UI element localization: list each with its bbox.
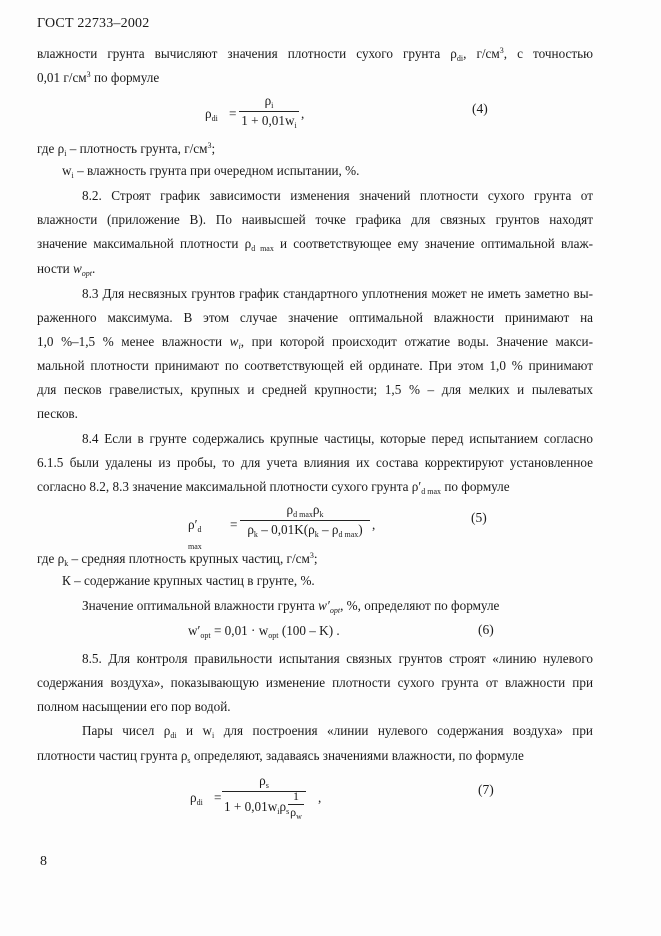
paragraph-line: для песков гравелистых, крупных и средней крупности; 1,5 % – для мелких и пылеватых (37, 382, 593, 397)
document-header: ГОСТ 22733–2002 (37, 16, 150, 31)
equation-number-5: (5) (471, 510, 487, 525)
paragraph-line: ности $w_{opt}$. (37, 261, 96, 278)
paragraph-line: 8.2. Строят график зависимости изменения значений плотности сухого грунта от (82, 188, 593, 203)
definition-line: где $\rho_k$ – средняя плотность крупных частиц, $г/см^3$; (37, 551, 318, 568)
paragraph-line: 8.3 Для несвязных грунтов график стандартного уплотнения может не иметь заметно вы- (82, 286, 593, 301)
formula-6: $w'_{opt} = 0,01 \cdot w_{opt}$ (100 – K) . (188, 623, 340, 640)
paragraph-line: полном насыщении его пор водой. (37, 699, 231, 714)
paragraph-line: значение максимальной плотности $\rho_{d max}$ и соответствующее ему значение оптимальной влаж- (37, 236, 593, 253)
paragraph-line: 8.5. Для контроля правильности испытания связных грунтов строят «линию нулевого (82, 651, 593, 666)
paragraph-line: влажности (приложение В). По наивысшей точке графика для связных грунтов находят (37, 212, 593, 227)
equation-number-6: (6) (478, 622, 494, 637)
equation-number-4: (4) (472, 101, 488, 116)
definition-line: где $\rho_i$ – плотность грунта, $г/см^3$; (37, 141, 216, 158)
paragraph-line: плотности частиц грунта $\rho_s$ определяют, задаваясь значениями влажности, по формуле (37, 748, 524, 765)
paragraph-line: раженного максимума. В этом случае значение оптимальной влажности принимают на (37, 310, 593, 325)
paragraph-line: Пары чисел $\rho_{di}$ и $w_i$ для построения «линии нулевого содержания воздуха» при (82, 723, 593, 740)
definition-line: $w_i$ – влажность грунта при очередном испытании, %. (62, 163, 360, 180)
paragraph-line: влажности грунта вычисляют значения плотности сухого грунта $\rho_{di}$, $г/см^3$, с точностью (37, 46, 593, 63)
paragraph-line: 1,0 %–1,5 % менее влажности $w_i$, при которой происходит отжатие воды. Значение макси- (37, 334, 593, 351)
page-number: 8 (40, 854, 47, 869)
paragraph-line: 8.4 Если в грунте содержались крупные частицы, которые перед испытанием согласно (82, 431, 593, 446)
paragraph-line: мальной плотности принимают по соответствующей ей ординате. При этом 1,0 % принимают (37, 358, 593, 373)
paragraph-line: песков. (37, 406, 78, 421)
document-page: ГОСТ 22733–2002 влажности грунта вычисляют значения плотности сухого грунта $\rho_{di}$, $г/см^3$, с точностью 0,01 $г/см^3$ по формуле $\rho_{di}$ = $\rho_i$ $1 + 0,01w_i$ , (4) где $\rho_i$ – плотность грунта, $г/см^3$; $w_i$ – влажность грунта при очередном испытании, %. 8.2. Строят график зависимости изменения значений плотности сухого грунта от влажности (приложение В). По наивысшей точке графика для связных грунтов находят значение максимальной плотности $\rho_{d max}$ и соответствующее ему значение оптимальной влаж- ности $w_{opt}$. 8.3 Для несвязных грунтов график стандартного уплотнения может не иметь заметно вы- раженного максимума. В этом случае значение оптимальной влажности принимают на 1,0 %–1,5 % менее влажности $w_i$, при которой происходит отжатие воды. Значение макси- мальной плотности принимают по соответствующей ей ординате. При этом 1,0 % принимают для песков гравелистых, крупных и средней крупности; 1,5 % – для мелких и пылеватых песков. 8.4 Если в грунте содержались крупные частицы, которые перед испытанием согласно 6.1.5 были удалены из пробы, то для учета влияния их состава корректируют установленное согласно 8.2, 8.3 значение максимальной плотности сухого грунта $\rho'_{d max}$ по формуле $\rho'_{d max}$ = $\rho_{d max}\rho_k$ $\rho_k - 0,01K(\rho_k - \rho_{d max})$ , (5) где $\rho_k$ – средняя плотность крупных частиц, $г/см^3$; К – содержание крупных частиц в грунте, %. Значение оптимальной влажности грунта $w'_{opt}$, %, определяют по формуле $w'_{opt} = 0,01 \cdot w_{opt}$ (100 – K) . (6) 8.5. Для контроля правильности испытания связных грунтов строят «линию нулевого содержания воздуха», показывающую изменение плотности сухого грунта от влажности при полном насыщении его пор водой. Пары чисел $\rho_{di}$ и $w_i$ для построения «линии нулевого содержания воздуха» при плотности частиц грунта $\rho_s$ определяют, задаваясь значениями влажности, по формуле $\rho_{di}$ = $\rho_s$ $1 + 0,01w_i\rho_s$ 1 $\rho_w$ , (7) 8 (0, 0, 661, 936)
equation-number-7: (7) (478, 782, 494, 797)
paragraph-line: содержания воздуха», показывающую изменение плотности сухого грунта от влажности при (37, 675, 593, 690)
paragraph-line: согласно 8.2, 8.3 значение максимальной плотности сухого грунта $\rho'_{d max}$ по формуле (37, 479, 510, 496)
paragraph-line: Значение оптимальной влажности грунта $w'_{opt}$, %, определяют по формуле (82, 598, 500, 615)
paragraph-line: 0,01 $г/см^3$ по формуле (37, 70, 160, 85)
paragraph-line: 6.1.5 были удалены из пробы, то для учета влияния их состава корректируют установленное (37, 455, 593, 470)
definition-line: К – содержание крупных частиц в грунте, %. (62, 573, 315, 588)
